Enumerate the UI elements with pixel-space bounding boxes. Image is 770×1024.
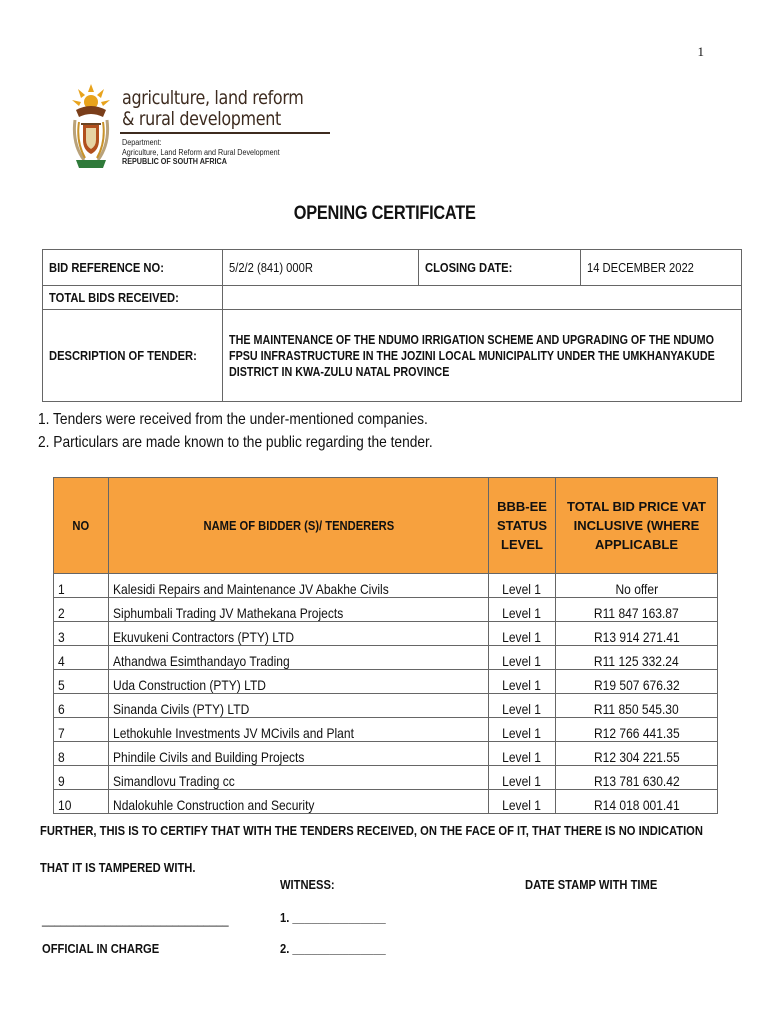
bidder-name: Sinanda Civils (PTY) LTD	[109, 694, 489, 718]
page-title: OPENING CERTIFICATE	[294, 203, 476, 224]
row-number: 2	[54, 598, 109, 622]
coat-of-arms-icon	[70, 84, 112, 170]
row-number: 1	[54, 574, 109, 598]
header-bidder-name: NAME OF BIDDER (S)/ TENDERERS	[109, 478, 489, 574]
table-row	[54, 766, 718, 790]
date-stamp-label: DATE STAMP WITH TIME	[525, 877, 658, 892]
row-number: 9	[54, 766, 109, 790]
department-logo	[70, 84, 304, 184]
bid-price: R11 125 332.24	[556, 646, 718, 670]
closing-date-value: 14 DECEMBER 2022	[581, 250, 742, 286]
logo-divider	[120, 132, 330, 134]
notes-list	[38, 408, 497, 454]
bid-price: R11 847 163.87	[556, 598, 718, 622]
logo-title: agriculture, land reform & rural development	[122, 87, 304, 130]
description-value: THE MAINTENANCE OF THE NDUMO IRRIGATION SCHEME AND UPGRADING OF THE NDUMO FPSU INFRASTRUCTURE IN THE JOZINI LOCAL MUNICIPALITY UNDER THE UMKHANYAKUDE DISTRICT IN KWA-ZULU NATAL PROVINCE	[223, 310, 742, 402]
witness-label: WITNESS:	[280, 877, 335, 892]
table-row	[54, 790, 718, 814]
bid-price: R13 914 271.41	[556, 622, 718, 646]
header-total-price: TOTAL BID PRICE VAT INCLUSIVE (WHERE APPLICABLE	[556, 478, 718, 574]
bidder-name: Uda Construction (PTY) LTD	[109, 670, 489, 694]
official-signature-line: ______________________________	[42, 912, 229, 927]
bidders-table	[53, 477, 718, 814]
bid-price: R14 018 001.41	[556, 790, 718, 814]
bid-price: R19 507 676.32	[556, 670, 718, 694]
note-item: 2. Particulars are made known to the public regarding the tender.	[38, 434, 433, 451]
bidder-name: Simandlovu Trading cc	[109, 766, 489, 790]
certification-statement: FURTHER, THIS IS TO CERTIFY THAT WITH THE TENDERS RECEIVED, ON THE FACE OF IT, THAT THERE IS NO INDICATION THAT IT IS TAMPERED WITH.	[40, 823, 703, 875]
tender-info-table	[42, 249, 742, 402]
bbbee-level: Level 1	[489, 598, 556, 622]
bidder-name: Lethokuhle Investments JV MCivils and Plant	[109, 718, 489, 742]
bid-price: R13 781 630.42	[556, 766, 718, 790]
header-bbbee-level: BBB-EE STATUS LEVEL	[489, 478, 556, 574]
row-number: 3	[54, 622, 109, 646]
bbbee-level: Level 1	[489, 670, 556, 694]
bbbee-level: Level 1	[489, 646, 556, 670]
bbbee-level: Level 1	[489, 622, 556, 646]
bbbee-level: Level 1	[489, 574, 556, 598]
table-row	[54, 694, 718, 718]
total-bids-value	[223, 286, 742, 310]
witness-2-line: 2. _______________	[280, 941, 386, 956]
bidder-name: Siphumbali Trading JV Mathekana Projects	[109, 598, 489, 622]
note-item: 1. Tenders were received from the under-mentioned companies.	[38, 411, 428, 428]
bid-price: R11 850 545.30	[556, 694, 718, 718]
bbbee-level: Level 1	[489, 694, 556, 718]
table-row	[54, 670, 718, 694]
bbbee-level: Level 1	[489, 790, 556, 814]
bbbee-level: Level 1	[489, 766, 556, 790]
bid-reference-value: 5/2/2 (841) 000R	[223, 250, 419, 286]
closing-date-label: CLOSING DATE:	[419, 250, 581, 286]
description-label: DESCRIPTION OF TENDER:	[43, 310, 223, 402]
row-number: 5	[54, 670, 109, 694]
bid-reference-label: BID REFERENCE NO:	[43, 250, 223, 286]
table-row	[54, 622, 718, 646]
bid-price: R12 766 441.35	[556, 718, 718, 742]
bbbee-level: Level 1	[489, 718, 556, 742]
logo-subtitle: Department: Agriculture, Land Reform and Rural Development REPUBLIC OF SOUTH AFRICA	[122, 138, 280, 166]
bid-price: No offer	[556, 574, 718, 598]
table-row	[54, 742, 718, 766]
table-row	[54, 646, 718, 670]
row-number: 6	[54, 694, 109, 718]
table-row	[54, 598, 718, 622]
row-number: 4	[54, 646, 109, 670]
page-number: 1	[697, 44, 704, 59]
bidder-name: Ndalokuhle Construction and Security	[109, 790, 489, 814]
row-number: 10	[54, 790, 109, 814]
bid-price: R12 304 221.55	[556, 742, 718, 766]
table-row	[54, 718, 718, 742]
bidder-name: Phindile Civils and Building Projects	[109, 742, 489, 766]
official-in-charge-label: OFFICIAL IN CHARGE	[42, 941, 160, 956]
table-row	[54, 574, 718, 598]
bbbee-level: Level 1	[489, 742, 556, 766]
row-number: 8	[54, 742, 109, 766]
witness-1-line: 1. _______________	[280, 910, 386, 925]
bidder-name: Athandwa Esimthandayo Trading	[109, 646, 489, 670]
bidder-name: Kalesidi Repairs and Maintenance JV Abakhe Civils	[109, 574, 489, 598]
total-bids-label: TOTAL BIDS RECEIVED:	[43, 286, 223, 310]
header-no: NO	[54, 478, 109, 574]
row-number: 7	[54, 718, 109, 742]
bidder-name: Ekuvukeni Contractors (PTY) LTD	[109, 622, 489, 646]
